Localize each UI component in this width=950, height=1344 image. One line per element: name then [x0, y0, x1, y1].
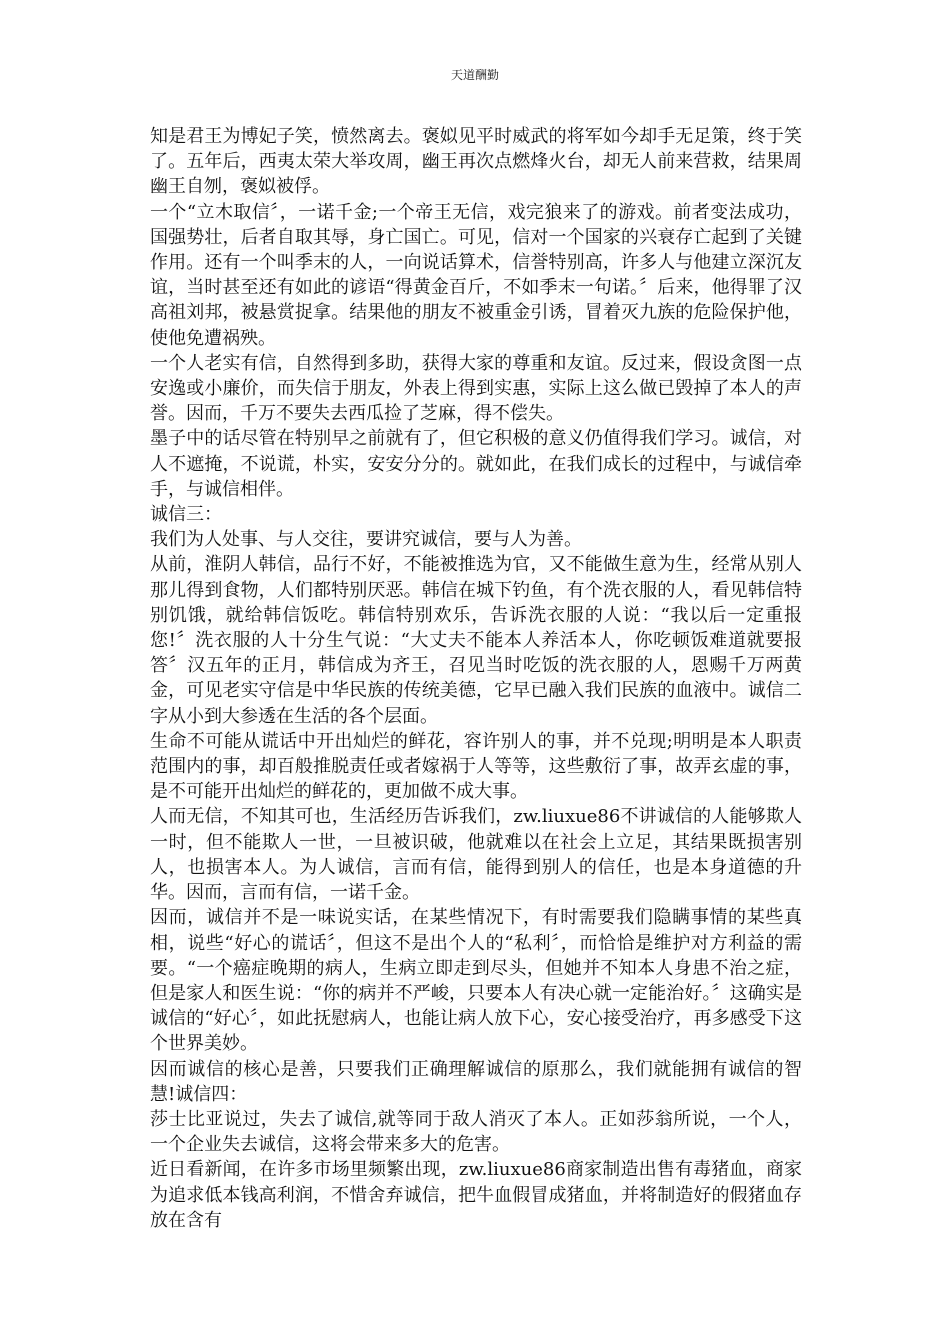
section-heading: 诚信三： [150, 504, 222, 526]
paragraph: 一个人老实有信，自然得到多助，获得大家的尊重和友谊。反过来，假设贪图一点安逸或小廉价，而失信于朋友，外表上得到实惠，实际上这么做已毁掉了本人的声誉。因而，千万不要失去西瓜捡了芝麻，得不偿失。 [150, 352, 802, 425]
paragraph: 人而无信，不知其可也，生活经历告诉我们，zw.liuxue86不讲诚信的人能够欺人一时，但不能欺人一世，一旦被识破，他就难以在社会上立足，其结果既损害别人，也损害本人。为人诚信，言而有信，能得到别人的信任，也是本身道德的升华。因而，言而有信，一诺千金。 [150, 806, 802, 904]
document-body [150, 124, 802, 1233]
paragraph: 一个“立木取信〞，一诺千金;一个帝王无信，戏完狼来了的游戏。前者变法成功，国强势壮，后者自取其辱，身亡国亡。可见，信对一个国家的兴衰存亡起到了关键作用。还有一个叫季末的人，一向说话算术，信誉特别高，许多人与他建立深沉友谊，当时甚至还有如此的谚语“得黄金百斤，不如季末一句诺。〞后来，他得罪了汉高祖刘邦，被悬赏捉拿。结果他的朋友不被重金引诱，冒着灭九族的危险保护他，使他免遭祸殃。 [150, 201, 802, 349]
paragraph: 生命不可能从谎话中开出灿烂的鲜花，容许别人的事，并不兑现;明明是本人职责范围内的事，却百般推脱责任或者嫁祸于人等等，这些敷衍了事，故弄玄虚的事，是不可能开出灿烂的鲜花的，更加做不成大事。 [150, 730, 802, 803]
paragraph: 从前，淮阴人韩信，品行不好，不能被推选为官，又不能做生意为生，经常从别人那儿得到食物，人们都特别厌恶。韩信在城下钓鱼，有个洗衣服的人，看见韩信特别饥饿，就给韩信饭吃。韩信特别欢乐，告诉洗衣服的人说：“我以后一定重报您!〞洗衣服的人十分生气说：“大丈夫不能本人养活本人，你吃顿饭难道就要报答〞汉五年的正月，韩信成为齐王，召见当时吃饭的洗衣服的人，恩赐千万两黄金，可见老实守信是中华民族的传统美德，它早已融入我们民族的血液中。诚信二字从小到大参透在生活的各个层面。 [150, 554, 802, 727]
paragraph: 我们为人处事、与人交往，要讲究诚信，要与人为善。 [150, 529, 582, 551]
paragraph: 墨子中的话尽管在特别早之前就有了，但它积极的意义仍值得我们学习。诚信，对人不遮掩，不说谎，朴实，安安分分的。就如此，在我们成长的过程中，与诚信牵手，与诚信相伴。 [150, 428, 802, 500]
paragraph: 因而诚信的核心是善，只要我们正确理解诚信的原那么，我们就能拥有诚信的智慧!诚信四： [150, 1058, 802, 1105]
paragraph: 知是君王为博妃子笑，愤然离去。褒姒见平时威武的将军如今却手无足策，终于笑了。五年后，西夷太荣大举攻周，幽王再次点燃烽火台，却无人前来营救，结果周幽王自刎，褒姒被俘。 [150, 126, 802, 198]
paragraph: 因而，诚信并不是一味说实话，在某些情况下，有时需要我们隐瞒事情的某些真相，说些“好心的谎话〞，但这不是出个人的“私利〞，而恰恰是维护对方利益的需要。“一个癌症晚期的病人，生病立即走到尽头，但她并不知本人身患不治之症，但是家人和医生说：“你的病并不严峻，只要本人有决心就一定能治好。〞这确实是诚信的“好心〞，如此抚慰病人，也能让病人放下心，安心接受治疗，再多感受下这个世界美妙。 [150, 907, 802, 1055]
page-header: 天道酬勤 [450, 68, 499, 82]
paragraph: 莎士比亚说过，失去了诚信,就等同于敌人消灭了本人。正如莎翁所说，一个人，一个企业失去诚信，这将会带来多大的危害。 [150, 1108, 802, 1156]
paragraph: 近日看新闻，在许多市场里频繁出现，zw.liuxue86商家制造出售有毒猪血，商家为追求低本钱高利润，不惜舍弃诚信，把牛血假冒成猪血，并将制造好的假猪血存放在含有 [150, 1159, 802, 1231]
